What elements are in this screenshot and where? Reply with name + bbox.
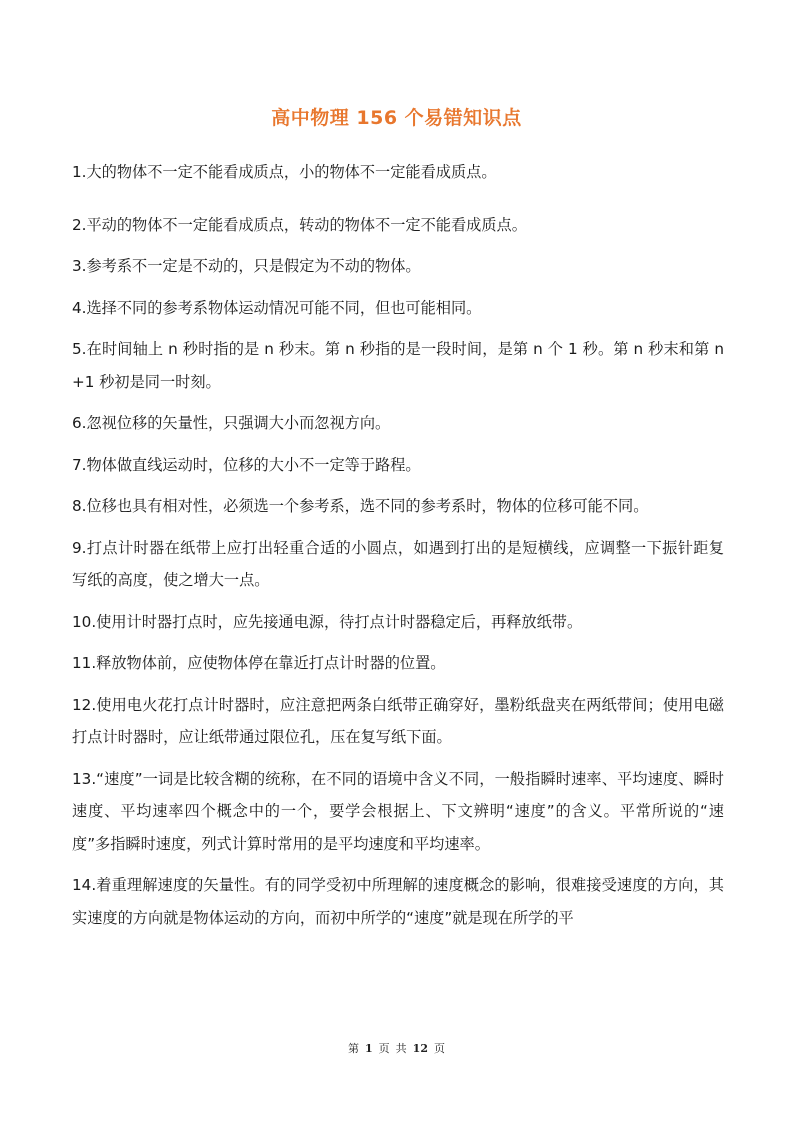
paragraph: 9.打点计时器在纸带上应打出轻重合适的小圆点，如遇到打出的是短横线，应调整一下振针距复写纸的高度，使之增大一点。 (72, 538, 724, 589)
paragraph: 10.使用计时器打点时，应先接通电源，待打点计时器稳定后，再释放纸带。 (72, 612, 583, 631)
total-pages-number: 12 (412, 1042, 428, 1055)
page-footer (0, 1041, 793, 1057)
page-label-suffix: 页 (433, 1042, 445, 1055)
paragraph: 11.释放物体前，应使物体停在靠近打点计时器的位置。 (72, 654, 446, 672)
paragraph: 13.“速度”一词是比较含糊的统称，在不同的语境中含义不同，一般指瞬时速率、平均速度、瞬时速度、平均速率四个概念中的一个，要学会根据上、下文辨明“速度”的含义。平常所说的“速度”多指瞬时速度，列式计算时常用的是平均速度和平均速率。 (72, 769, 724, 853)
document-body (72, 156, 724, 943)
current-page-number: 1 (365, 1042, 373, 1055)
page-label-prefix: 第 (348, 1042, 360, 1055)
total-label: 共 (395, 1042, 407, 1055)
paragraph: 6.忽视位移的矢量性，只强调大小而忽视方向。 (72, 414, 391, 432)
paragraph: 5.在时间轴上 n 秒时指的是 n 秒末。第 n 秒指的是一段时间，是第 n 个 1 秒。第 n 秒末和第 n+1 秒初是同一时刻。 (72, 340, 724, 391)
document-title: 高中物理 156 个易错知识点 (271, 107, 522, 129)
paragraph: 1.大的物体不一定不能看成质点，小的物体不一定能看成质点。 (72, 163, 497, 181)
paragraph: 8.位移也具有相对性，必须选一个参考系，选不同的参考系时，物体的位移可能不同。 (72, 497, 649, 515)
paragraph: 4.选择不同的参考系物体运动情况可能不同，但也可能相同。 (72, 298, 482, 317)
paragraph: 2.平动的物体不一定能看成质点，转动的物体不一定不能看成质点。 (72, 215, 527, 234)
page-label-middle: 页 (378, 1042, 390, 1055)
paragraph: 14.着重理解速度的矢量性。有的同学受初中所理解的速度概念的影响，很难接受速度的方向，其实速度的方向就是物体运动的方向，而初中所学的“速度”就是现在所学的平 (72, 876, 724, 927)
paragraph: 3.参考系不一定是不动的，只是假定为不动的物体。 (72, 257, 421, 275)
paragraph: 12.使用电火花打点计时器时，应注意把两条白纸带正确穿好，墨粉纸盘夹在两纸带间；使用电磁打点计时器时，应让纸带通过限位孔，压在复写纸下面。 (72, 695, 724, 746)
paragraph: 7.物体做直线运动时，位移的大小不一定等于路程。 (72, 455, 421, 474)
